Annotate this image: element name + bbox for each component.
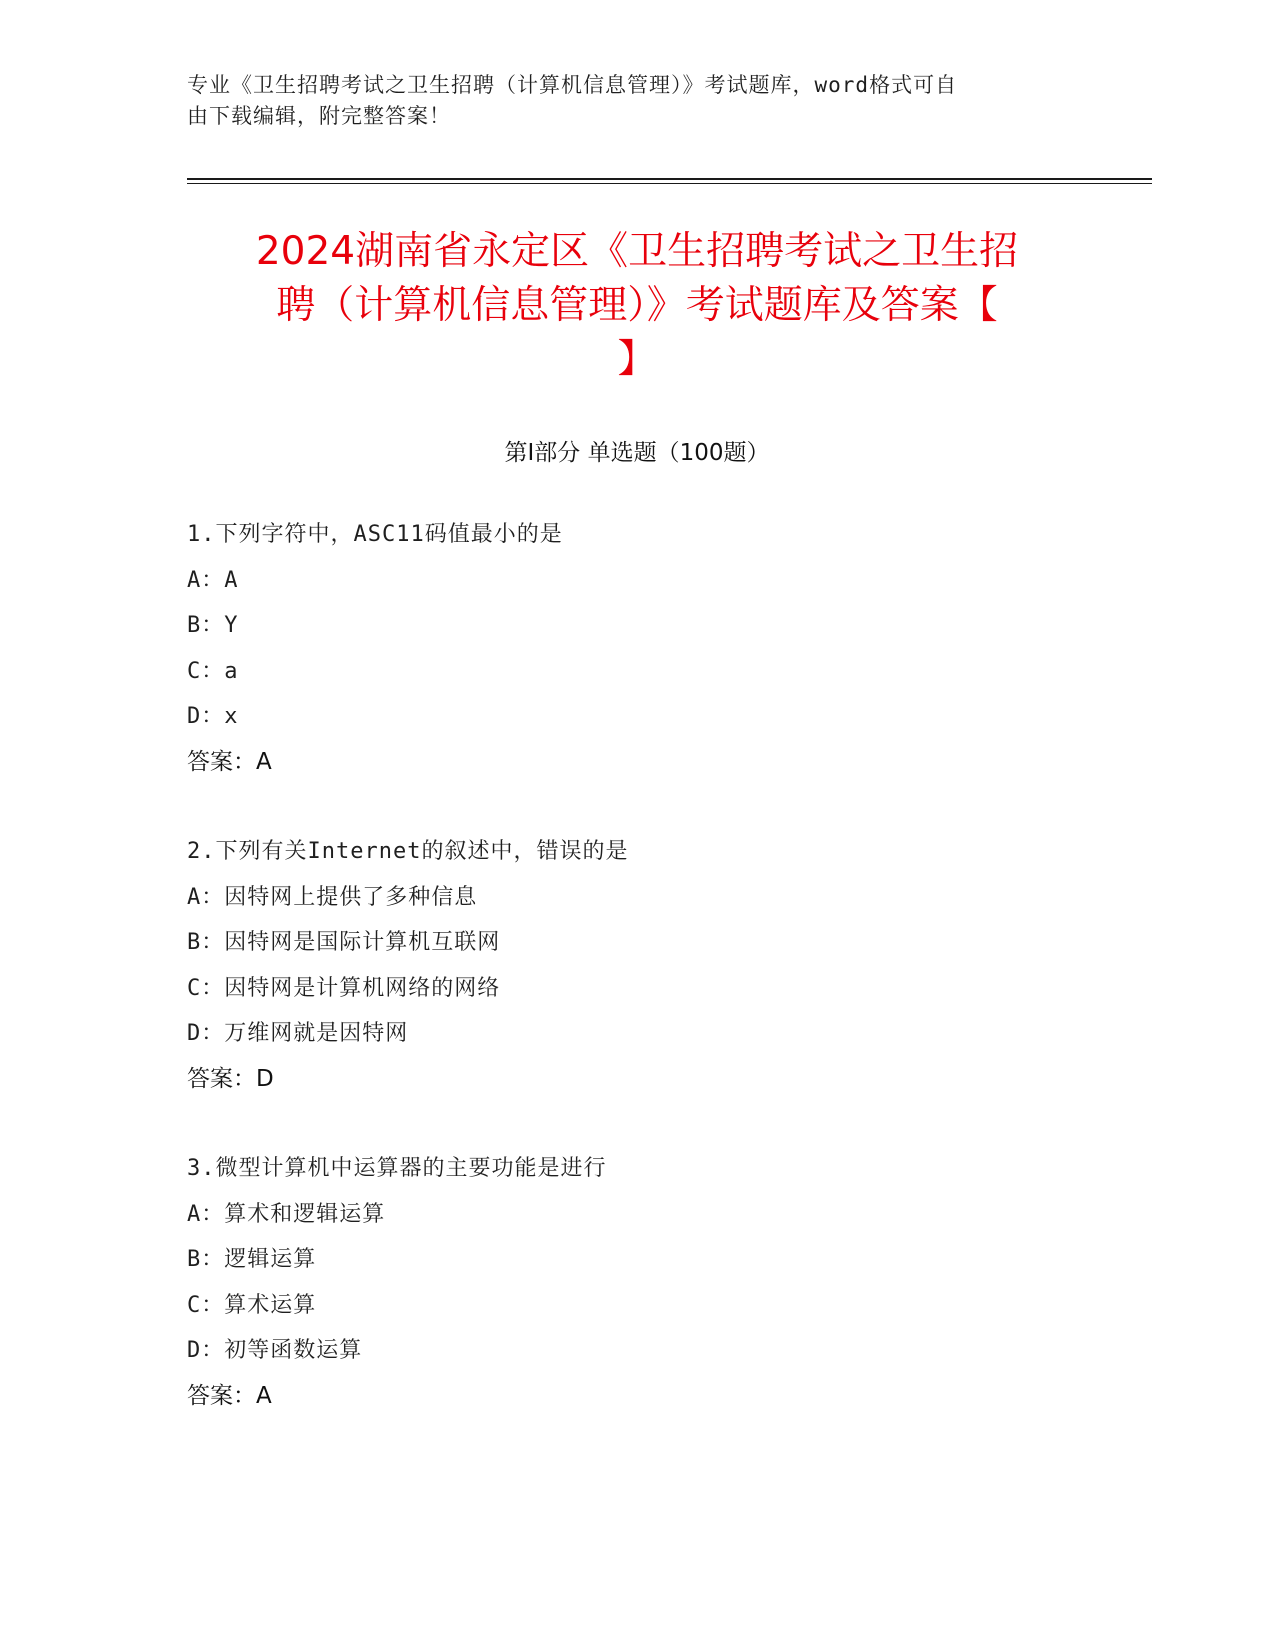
answer-line: 答案：A xyxy=(187,1382,272,1409)
option-a xyxy=(187,558,1087,604)
header-divider-thick xyxy=(187,178,1152,180)
answer-line: 答案：A xyxy=(187,748,272,775)
header-note xyxy=(187,70,1087,132)
header-note-line-1: 专业《卫生招聘考试之卫生招聘（计算机信息管理）》考试题库，word格式可自 xyxy=(187,73,958,97)
option-b xyxy=(187,603,1087,649)
option-letter: A： xyxy=(187,884,225,910)
option-c xyxy=(187,1283,1087,1329)
option-letter: A： xyxy=(187,1201,225,1227)
option-text: 万维网就是因特网 xyxy=(224,1021,409,1046)
option-letter: D： xyxy=(187,704,225,729)
option-text: a xyxy=(224,658,239,684)
option-b xyxy=(187,1237,1087,1283)
title-line-2: 聘（计算机信息管理）》考试题库及答案【 xyxy=(276,283,998,328)
option-letter: D： xyxy=(187,1021,225,1046)
option-a xyxy=(187,1192,1087,1238)
answer-line: 答案：D xyxy=(187,1065,274,1092)
option-letter: B： xyxy=(187,613,225,638)
question-stem: 1.下列字符中，ASC11码值最小的是 xyxy=(187,522,563,547)
question-1 xyxy=(187,512,1087,785)
document-title xyxy=(187,225,1087,387)
option-d xyxy=(187,694,1087,740)
question-stem: 2.下列有关Internet的叙述中，错误的是 xyxy=(187,839,629,864)
option-d xyxy=(187,1011,1087,1057)
option-text: A xyxy=(224,567,239,593)
header-divider-thin xyxy=(187,183,1152,184)
option-letter: B： xyxy=(187,1247,225,1272)
option-letter: C： xyxy=(187,1292,225,1318)
option-text: 逻辑运算 xyxy=(224,1247,317,1272)
option-text: x xyxy=(224,704,239,729)
option-letter: D： xyxy=(187,1338,225,1363)
option-letter: A： xyxy=(187,567,225,593)
option-letter: C： xyxy=(187,975,225,1001)
section-title: 第Ⅰ部分 单选题（100题） xyxy=(504,440,770,466)
title-line-1: 2024湖南省永定区《卫生招聘考试之卫生招 xyxy=(255,229,1019,274)
option-text: 算术运算 xyxy=(224,1292,317,1318)
option-c xyxy=(187,649,1087,695)
option-letter: B： xyxy=(187,930,225,955)
option-text: Y xyxy=(224,613,239,638)
option-d xyxy=(187,1328,1087,1374)
question-2 xyxy=(187,829,1087,1102)
option-letter: C： xyxy=(187,658,225,684)
option-text: 因特网上提供了多种信息 xyxy=(224,884,478,910)
option-c xyxy=(187,966,1087,1012)
option-b xyxy=(187,920,1087,966)
question-stem: 3.微型计算机中运算器的主要功能是进行 xyxy=(187,1156,607,1181)
option-text: 因特网是国际计算机互联网 xyxy=(224,930,501,955)
question-3 xyxy=(187,1146,1087,1419)
option-text: 因特网是计算机网络的网络 xyxy=(224,975,501,1001)
title-line-3: 】 xyxy=(617,337,657,382)
option-text: 初等函数运算 xyxy=(224,1338,363,1363)
option-text: 算术和逻辑运算 xyxy=(224,1201,386,1227)
header-note-line-2: 由下载编辑，附完整答案！ xyxy=(187,104,451,128)
option-a xyxy=(187,875,1087,921)
